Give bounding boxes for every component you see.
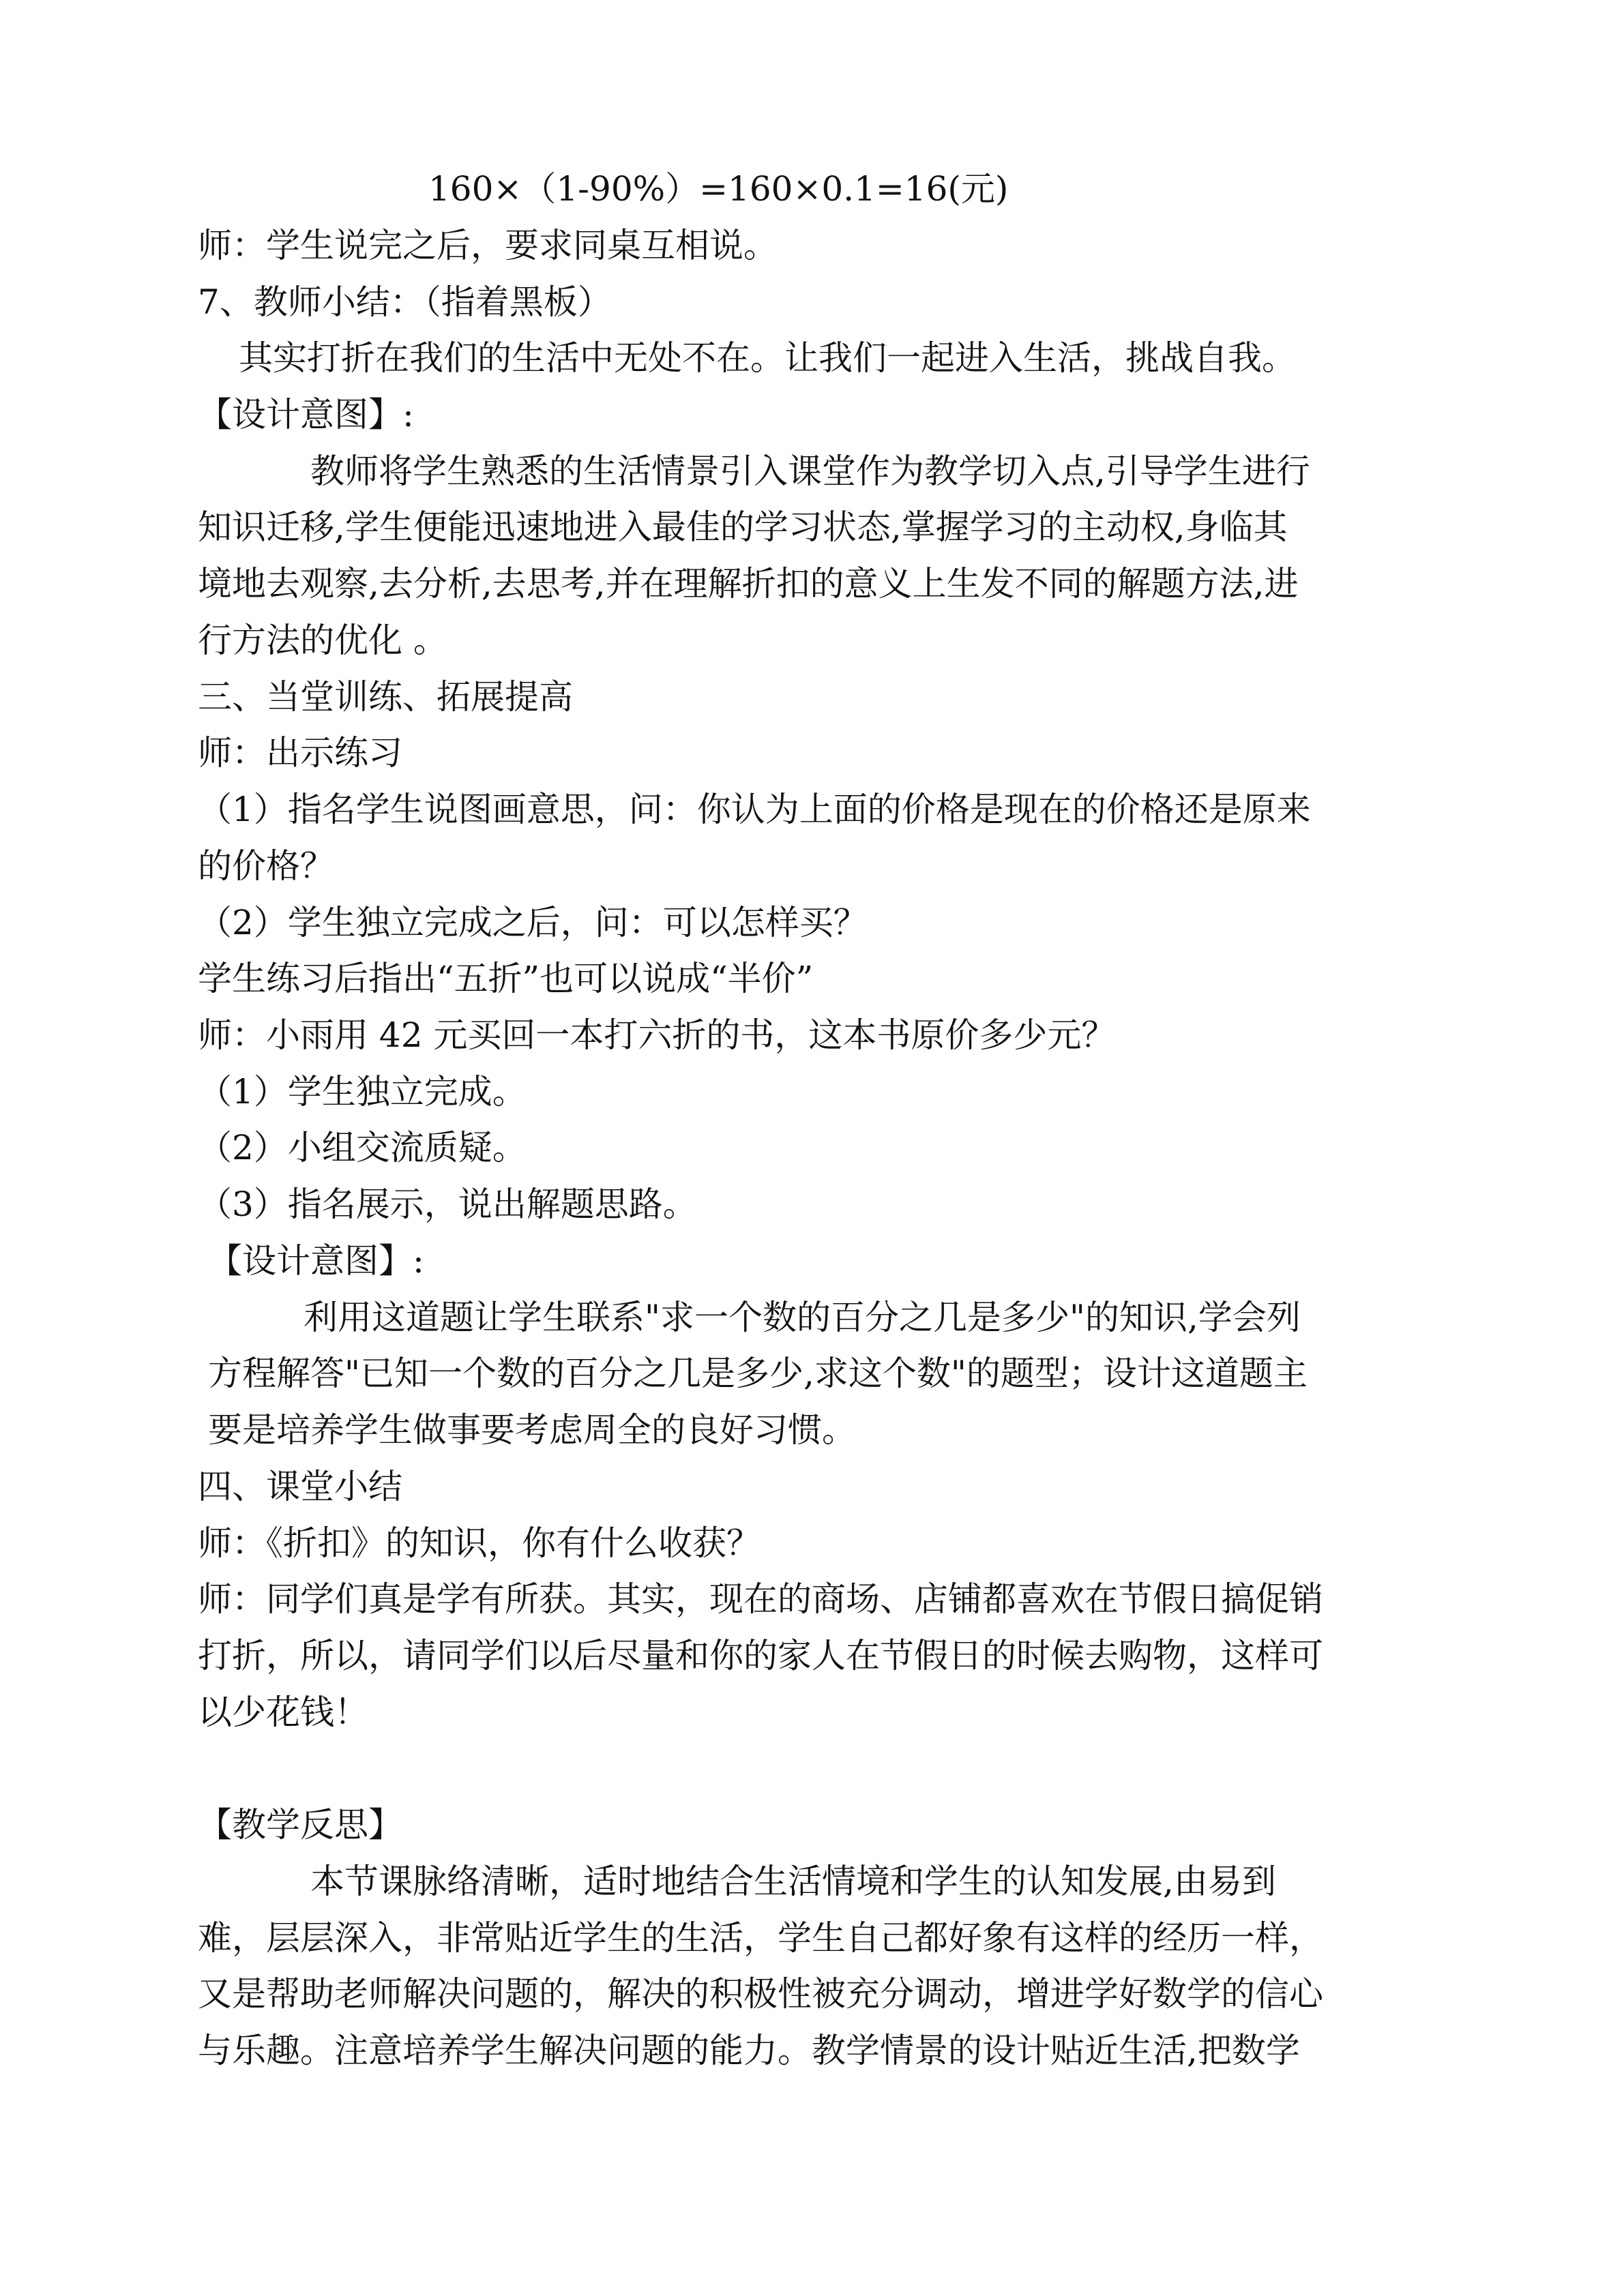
section-heading: 7、教师小结：（指着黑板） xyxy=(198,282,612,322)
text-line: 师：学生说完之后，要求同桌互相说。 xyxy=(198,226,778,265)
paragraph-line: 行方法的优化 。 xyxy=(198,621,447,660)
text-line: 以少花钱！ xyxy=(198,1693,368,1732)
text-line: 的价格？ xyxy=(198,846,334,886)
design-intent-heading: 【设计意图】: xyxy=(208,1241,424,1281)
text-line: 师：出示练习 xyxy=(198,733,402,773)
reflection-heading: 【教学反思】 xyxy=(198,1805,402,1845)
section-heading: 四、课堂小结 xyxy=(198,1467,402,1506)
paragraph-line: 与乐趣。注意培养学生解决问题的能力。教学情景的设计贴近生活,把数学 xyxy=(198,2031,1300,2070)
design-intent-heading: 【设计意图】: xyxy=(198,395,414,434)
text-line: 学生练习后指出“五折”也可以说成“半价” xyxy=(198,959,814,998)
text-line: （1）指名学生说图画意思，问：你认为上面的价格是现在的价格还是原来 xyxy=(198,790,1311,829)
text-line: （2）学生独立完成之后，问：可以怎样买？ xyxy=(198,903,868,942)
paragraph-line: 难，层层深入，非常贴近学生的生活，学生自己都好象有这样的经历一样， xyxy=(198,1918,1323,1958)
calculation-line: 160×（1-90%）=160×0.1=16(元) xyxy=(428,169,1009,209)
text-line: 师：小雨用 42 元买回一本打六折的书，这本书原价多少元？ xyxy=(198,1015,1116,1055)
paragraph-line: 本节课脉络清晰，适时地结合生活情境和学生的认知发展,由易到 xyxy=(310,1862,1276,1901)
paragraph-line: 教师将学生熟悉的生活情景引入课堂作为教学切入点,引导学生进行 xyxy=(310,451,1310,491)
paragraph-line: 方程解答"已知一个数的百分之几是多少,求这个数"的题型；设计这道题主 xyxy=(208,1354,1308,1393)
text-line: 打折，所以，请同学们以后尽量和你的家人在节假日的时候去购物，这样可 xyxy=(198,1636,1323,1675)
paragraph-line: 知识迁移,学生便能迅速地进入最佳的学习状态,掌握学习的主动权,身临其 xyxy=(198,507,1288,547)
section-heading: 三、当堂训练、拓展提高 xyxy=(198,677,573,717)
paragraph-line: 又是帮助老师解决问题的，解决的积极性被充分调动，增进学好数学的信心 xyxy=(198,1974,1323,2014)
paragraph-line: 利用这道题让学生联系"求一个数的百分之几是多少"的知识,学会列 xyxy=(304,1298,1301,1337)
text-line: 师：《折扣》的知识，你有什么收获？ xyxy=(198,1523,761,1563)
list-item: （1）学生独立完成。 xyxy=(198,1072,527,1112)
text-line: 师：同学们真是学有所获。其实，现在的商场、店铺都喜欢在节假日搞促销 xyxy=(198,1579,1323,1619)
text-line: 其实打折在我们的生活中无处不在。让我们一起进入生活，挑战自我。 xyxy=(239,338,1296,378)
list-item: （3）指名展示，说出解题思路。 xyxy=(198,1184,697,1224)
paragraph-line: 要是培养学生做事要考虑周全的良好习惯。 xyxy=(208,1410,856,1450)
list-item: （2）小组交流质疑。 xyxy=(198,1128,527,1167)
paragraph-line: 境地去观察,去分析,去思考,并在理解折扣的意义上生发不同的解题方法,进 xyxy=(198,564,1299,603)
